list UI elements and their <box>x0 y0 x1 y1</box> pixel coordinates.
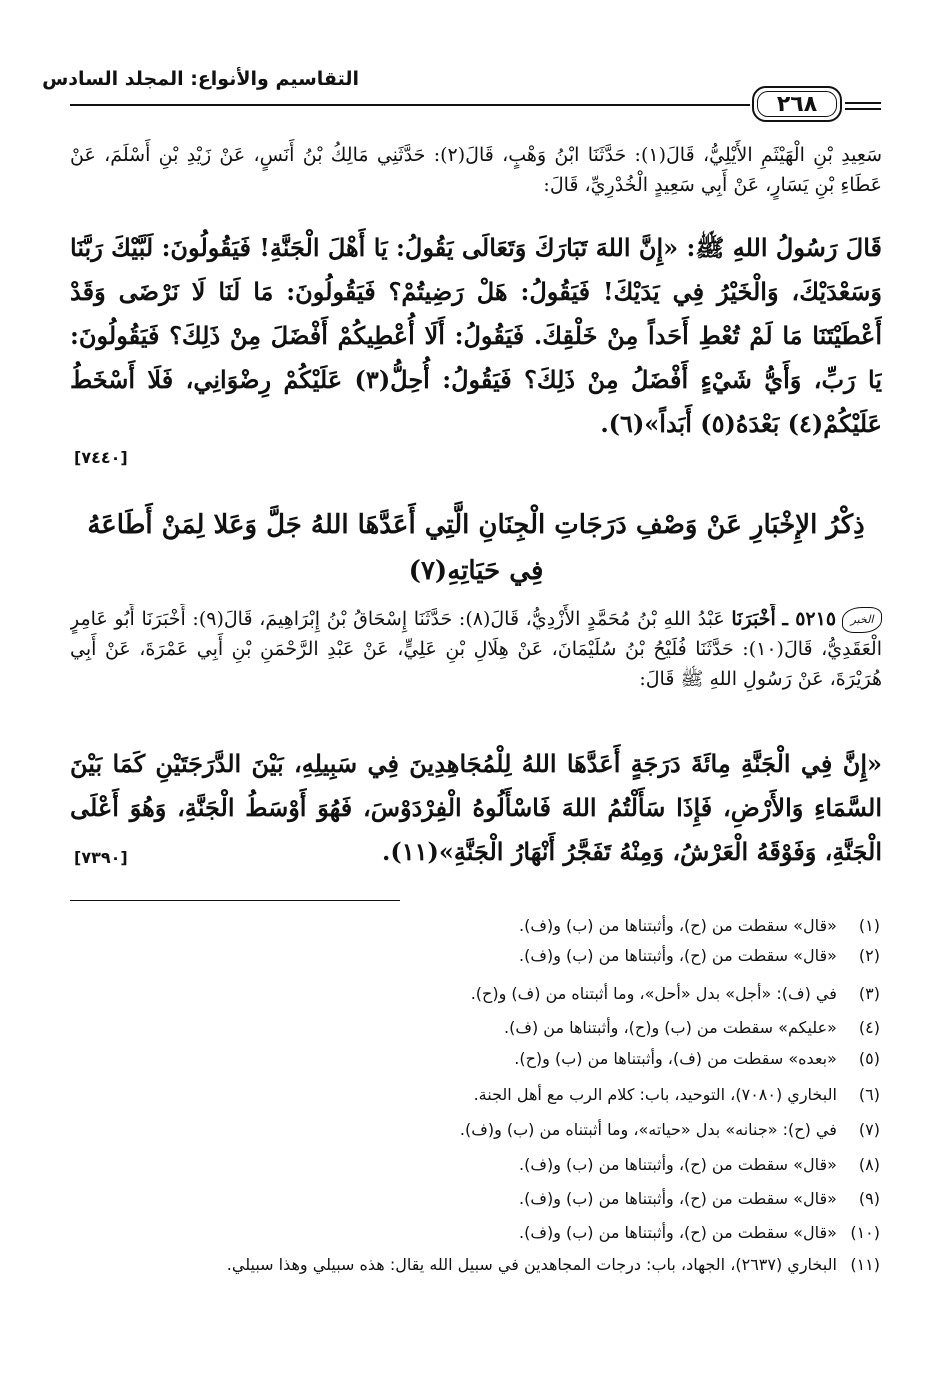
hadith-marker-icon: الخبر <box>842 607 882 633</box>
footnote-text: البخاري (٧٠٨٠)، التوحيد، باب: كلام الرب مع أهل الجنة. <box>473 1085 837 1104</box>
footnote-number: (٦) <box>858 1085 880 1104</box>
footnote-text: «قال» سقطت من (ح)، وأثبتناها من (ب) و(ف). <box>519 1155 837 1174</box>
chapter-heading: ذِكْرُ الإِخْبَارِ عَنْ وَصْفِ دَرَجَاتِ الْجِنَانِ الَّتِي أَعَدَّهَا اللهُ جَلَّ وَعَلا لِمَنْ أَطَاعَهُ فِي حَيَاتِهِ(٧) <box>87 510 865 586</box>
matn-2: «إِنَّ فِي الْجَنَّةِ مِائَةَ دَرَجَةٍ أَعَدَّهَا اللهُ لِلْمُجَاهِدِينَ فِي سَبِيلِهِ، بَيْنَ الدَّرَجَتَيْنِ كَمَا بَيْنَ السَّمَاءِ وَالأَرْضِ، فَإِذَا سَأَلْتُمُ اللهَ فَاسْأَلُوهُ الْفِرْدَوْسَ، فَهُوَ أَوْسَطُ الْجَنَّةِ، وَهُوَ أَعْلَى الْجَنَّةِ، وَفَوْقَهُ الْعَرْشُ، وَمِنْهُ تَفَجَّرُ أَنْهَارُ الْجَنَّةِ»(١١). <box>70 749 882 866</box>
footnote-text: في (ح): «جنانه» بدل «حياته»، وما أثبتناه من (ب) و(ف). <box>459 1120 837 1139</box>
header-rule-right <box>845 102 881 104</box>
footnote-number: (١٠) <box>850 1223 880 1242</box>
footnote-11 <box>70 1250 880 1280</box>
footnote-4 <box>70 1013 880 1043</box>
footnote-10 <box>70 1218 880 1248</box>
footnote-text: «قال» سقطت من (ح)، وأثبتناها من (ب) و(ف). <box>519 1223 837 1242</box>
hadith-reference-2: [٧٣٩٠] <box>74 848 128 867</box>
footnote-number: (١) <box>858 916 880 935</box>
footnote-text: «قال» سقطت من (ح)، وأثبتناها من (ب) و(ف). <box>519 916 837 935</box>
footnote-6 <box>70 1080 880 1110</box>
footnote-text: «قال» سقطت من (ح)، وأثبتناها من (ب) و(ف). <box>519 1189 837 1208</box>
footnote-5 <box>70 1044 880 1074</box>
hadith-reference-1: [٧٤٤٠] <box>74 448 128 467</box>
footnote-number: (٢) <box>858 946 880 965</box>
footnote-number: (٣) <box>858 984 880 1003</box>
isnad-1: سَعِيدِ بْنِ الْهَيْثَمِ الأَيْلِيُّ، قَالَ(١): حَدَّثَنَا ابْنُ وَهْبٍ، قَالَ(٢): حَدَّثَنِي مَالِكُ بْنُ أَنَسٍ، عَنْ زَيْدِ بْنِ أَسْلَمَ، عَنْ عَطَاءِ بْنِ يَسَارٍ، عَنْ أَبِي سَعِيدٍ الْخُدْرِيِّ، قَالَ: <box>70 144 882 196</box>
footnote-number: (٩) <box>858 1189 880 1208</box>
header-rule-right-2 <box>845 108 881 110</box>
footnote-rule <box>70 900 400 901</box>
isnad-2 <box>70 604 882 730</box>
page-number: ٢٦٨ <box>776 91 818 117</box>
footnote-7 <box>70 1115 880 1145</box>
footnote-number: (٧) <box>858 1120 880 1139</box>
footnote-number: (٥) <box>858 1049 880 1068</box>
matn-1: قَالَ رَسُولُ اللهِ ﷺ: «إِنَّ اللهَ تَبَارَكَ وَتَعَالَى يَقُولُ: يَا أَهْلَ الْجَنَّةِ! فَيَقُولُونَ: لَبَّيْكَ رَبَّنَا وَسَعْدَيْكَ، وَالْخَيْرُ فِي يَدَيْكَ! فَيَقُولُ: هَلْ رَضِيتُمْ؟ فَيَقُولُونَ: مَا لَنَا لَا نَرْضَى وَقَدْ أَعْطَيْتَنَا مَا لَمْ تُعْطِ أَحَداً مِنْ خَلْقِكَ. فَيَقُولُ: أَلَا أُعْطِيكُمْ أَفْضَلَ مِنْ ذَلِكَ؟ فَيَقُولُونَ: يَا رَبِّ، وَأَيُّ شَيْءٍ أَفْضَلُ مِنْ ذَلِكَ؟ فَيَقُولُ: أُحِلُّ(٣) عَلَيْكُمْ رِضْوَانِي، فَلَا أَسْخَطُ عَلَيْكُمْ(٤) بَعْدَهُ(٥) أَبَداً»(٦). <box>70 233 882 438</box>
footnote-number: (١١) <box>850 1255 880 1274</box>
isnad-2-text: عَبْدُ اللهِ بْنُ مُحَمَّدٍ الأَزْدِيُّ، قَالَ(٨): حَدَّثَنَا إِسْحَاقُ بْنُ إِبْرَاهِيمَ، قَالَ(٩): أَخْبَرَنَا أَبُو عَامِرٍ الْعَقَدِيُّ، قَالَ(١٠): حَدَّثَنَا فُلَيْحُ بْنُ سُلَيْمَانَ، عَنْ هِلَالِ بْنِ عَلِيٍّ، عَنْ عَبْدِ الرَّحْمَنِ بْنِ أَبِي عَمْرَةَ، عَنْ أَبِي هُرَيْرَةَ، عَنْ رَسُولِ اللهِ ﷺ قَالَ: <box>70 608 882 690</box>
page-number-box <box>752 86 842 122</box>
hadith-number: ٥٢١٥ ـ <box>782 608 837 630</box>
footnote-text: «قال» سقطت من (ح)، وأثبتناها من (ب) و(ف). <box>519 946 837 965</box>
footnote-text: «بعده» سقطت من (ف)، وأثبتناها من (ب) و(ح). <box>514 1049 837 1068</box>
footnote-9 <box>70 1184 880 1214</box>
akhbarana-label: أَخْبَرَنَا <box>731 608 776 630</box>
footnote-8 <box>70 1150 880 1180</box>
running-title: التقاسيم والأنواع: المجلد السادس <box>42 68 359 90</box>
header-rule <box>70 104 750 106</box>
footnote-3 <box>70 979 880 1009</box>
footnote-text: في (ف): «أجل» بدل «أحل»، وما أثبتناه من (ف) و(ح). <box>470 984 837 1003</box>
footnote-text: البخاري (٢٦٣٧)، الجهاد، باب: درجات المجاهدين في سبيل الله يقال: هذه سبيلي وهذا سبيلي. <box>226 1255 837 1274</box>
footnote-number: (٤) <box>858 1018 880 1037</box>
footnote-text: «عليكم» سقطت من (ب) و(ح)، وأثبتناها من (ف). <box>504 1018 837 1037</box>
footnote-2 <box>70 941 880 971</box>
footnote-1 <box>70 911 880 941</box>
footnote-number: (٨) <box>858 1155 880 1174</box>
